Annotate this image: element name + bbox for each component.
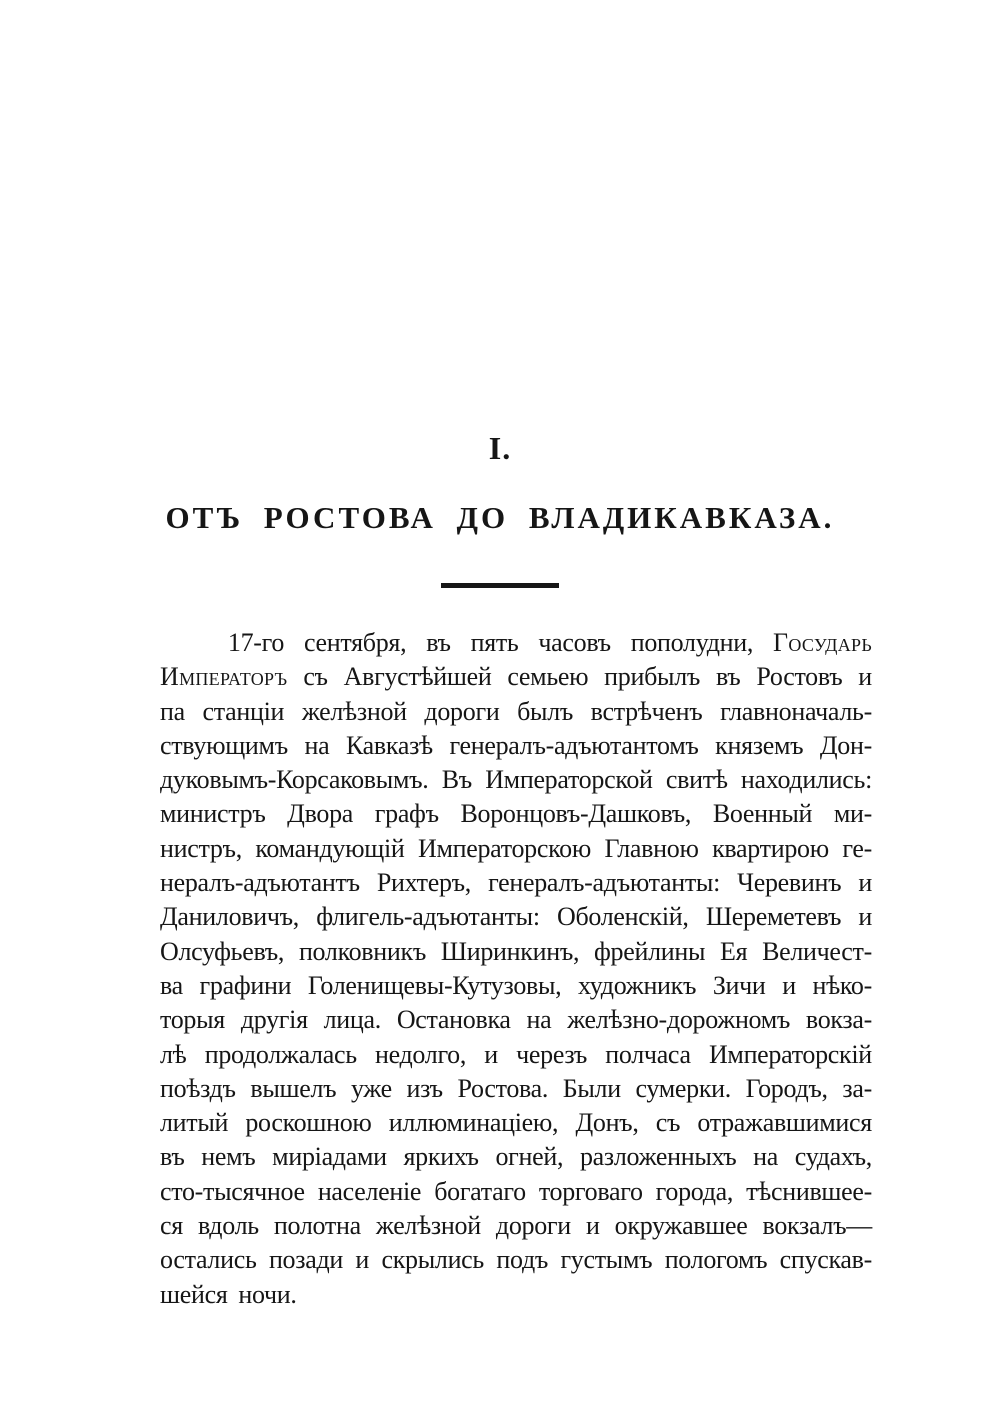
word: министръ bbox=[160, 799, 266, 829]
word: находились: bbox=[740, 765, 872, 795]
word: въ bbox=[426, 628, 451, 657]
word: вокзалъ— bbox=[762, 1211, 872, 1241]
word: Императорской bbox=[485, 765, 653, 795]
text-line bbox=[160, 1040, 872, 1074]
word: нералъ-адъютантъ bbox=[160, 868, 360, 898]
word: былъ bbox=[517, 696, 574, 726]
word: тѣснившее- bbox=[746, 1176, 872, 1206]
text-line bbox=[160, 834, 872, 868]
word: свитѣ bbox=[665, 765, 728, 795]
word: ночи. bbox=[238, 1279, 297, 1309]
word: ге- bbox=[842, 833, 872, 863]
text-line bbox=[160, 765, 872, 799]
word: прибылъ bbox=[604, 662, 701, 692]
word: и bbox=[782, 970, 796, 1000]
word: семьею bbox=[507, 662, 589, 692]
word: торговаго bbox=[538, 1176, 643, 1206]
word: Дон- bbox=[819, 730, 872, 760]
section-divider-rule bbox=[441, 583, 559, 588]
word: лѣ bbox=[160, 1039, 187, 1069]
word: Остановка bbox=[396, 1005, 511, 1035]
word: изъ bbox=[406, 1073, 443, 1103]
word: на bbox=[753, 1142, 779, 1172]
word: миріадами bbox=[272, 1142, 387, 1172]
word: Даниловичъ, bbox=[160, 902, 299, 932]
word: Ея bbox=[720, 936, 748, 966]
word: ствующимъ bbox=[160, 730, 288, 760]
text-line bbox=[160, 937, 872, 971]
word: города, bbox=[655, 1176, 734, 1206]
chapter-number: I. bbox=[488, 430, 512, 466]
word: подъ bbox=[496, 1245, 549, 1275]
word: иллюминаціею, bbox=[388, 1108, 559, 1138]
word: вдоль bbox=[197, 1211, 259, 1241]
word: графъ bbox=[374, 799, 439, 829]
word: Олсуфьевъ, bbox=[160, 936, 285, 966]
word: графини bbox=[199, 970, 292, 1000]
word: остались bbox=[160, 1245, 257, 1275]
word: отражавшимися bbox=[697, 1108, 872, 1138]
word: немъ bbox=[201, 1142, 256, 1172]
word: дороги bbox=[495, 1211, 571, 1241]
word: вышелъ bbox=[250, 1073, 337, 1103]
word: Ростовъ bbox=[756, 662, 843, 692]
text-line bbox=[160, 868, 872, 902]
word: густымъ bbox=[560, 1245, 653, 1275]
word: Городъ, bbox=[745, 1073, 828, 1103]
word: другія bbox=[240, 1005, 308, 1035]
word: Воронцовъ-Дашковъ, bbox=[460, 799, 692, 829]
word: огней, bbox=[495, 1142, 564, 1172]
text-line bbox=[160, 697, 872, 731]
word: Оболенскій, bbox=[557, 902, 689, 932]
text-line bbox=[160, 1074, 872, 1108]
word: Зичи bbox=[712, 970, 766, 1000]
word: за- bbox=[842, 1073, 872, 1103]
text-line bbox=[160, 1245, 872, 1279]
word: пологомъ bbox=[664, 1245, 768, 1275]
word: на bbox=[526, 1005, 552, 1035]
word: поѣздъ bbox=[160, 1073, 236, 1103]
word: командующій bbox=[255, 833, 405, 863]
text-line bbox=[160, 1177, 872, 1211]
word: и bbox=[355, 1245, 370, 1275]
word: квартирою bbox=[712, 833, 829, 863]
word: лица. bbox=[323, 1005, 381, 1035]
word: черезъ bbox=[516, 1039, 588, 1069]
word: Ростова. bbox=[457, 1073, 549, 1103]
word: Рихтеръ, bbox=[376, 868, 471, 898]
word: дороги bbox=[424, 696, 500, 726]
word: ся bbox=[160, 1211, 183, 1241]
text-line bbox=[160, 902, 872, 936]
word: Военный bbox=[712, 799, 813, 829]
chapter-title: ОТЪ РОСТОВА ДО ВЛАДИКАВКАЗА. bbox=[165, 500, 835, 535]
word: позади bbox=[268, 1245, 344, 1275]
word: Двора bbox=[287, 799, 354, 829]
word: ва bbox=[160, 970, 183, 1000]
word: Кавказѣ bbox=[345, 730, 433, 760]
text-line bbox=[160, 1142, 872, 1176]
word: въ bbox=[160, 1142, 185, 1172]
text-line bbox=[160, 731, 872, 765]
word: литый bbox=[160, 1108, 229, 1138]
word: Донъ, bbox=[575, 1108, 639, 1138]
word: Черевинъ bbox=[737, 868, 842, 898]
word: съ bbox=[655, 1108, 681, 1138]
word: генералъ-адъютанты: bbox=[488, 868, 721, 898]
word: Шереметевъ bbox=[705, 902, 842, 932]
text-line bbox=[160, 1211, 872, 1245]
word: продолжалась bbox=[204, 1039, 357, 1069]
word: спускав- bbox=[779, 1245, 872, 1275]
word: Въ bbox=[441, 765, 472, 795]
word: дуковымъ-Корсаковымъ. bbox=[160, 765, 429, 795]
text-line bbox=[160, 662, 872, 696]
word: сумерки. bbox=[635, 1073, 731, 1103]
word: и bbox=[858, 662, 872, 692]
word: полотна bbox=[273, 1211, 361, 1241]
word: Голенищевы-Кутузовы, bbox=[307, 970, 562, 1000]
word: торыя bbox=[160, 1005, 225, 1035]
word: полчаса bbox=[605, 1039, 691, 1069]
word: вокза- bbox=[805, 1005, 872, 1035]
word: 17-го bbox=[227, 628, 285, 657]
word: нѣко- bbox=[812, 970, 872, 1000]
text-line bbox=[160, 971, 872, 1005]
word: встрѣченъ bbox=[590, 696, 703, 726]
word: Императорскою bbox=[418, 833, 591, 863]
word: Августѣйшей bbox=[343, 662, 492, 692]
word: сентября, bbox=[304, 628, 407, 657]
word: на bbox=[304, 730, 330, 760]
word: сто-тысячное bbox=[160, 1176, 305, 1206]
word: Были bbox=[562, 1073, 621, 1103]
word: желѣзной bbox=[301, 696, 407, 726]
word: недолго, bbox=[374, 1039, 467, 1069]
word: Величест- bbox=[762, 936, 872, 966]
word: скрылись bbox=[381, 1245, 484, 1275]
word: па bbox=[160, 696, 185, 726]
word: въ bbox=[715, 662, 741, 692]
word: ми- bbox=[833, 799, 872, 829]
word: богатаго bbox=[434, 1176, 526, 1206]
word: пополудни, bbox=[630, 628, 754, 657]
word: окружавшее bbox=[614, 1211, 748, 1241]
word: нистръ, bbox=[160, 833, 242, 863]
word: Императорскій bbox=[708, 1039, 872, 1069]
word: и bbox=[858, 902, 872, 932]
word: пять bbox=[470, 628, 519, 657]
word: населеніе bbox=[317, 1176, 422, 1206]
word: Главною bbox=[604, 833, 699, 863]
word: судахъ, bbox=[794, 1142, 872, 1172]
word: и bbox=[858, 868, 872, 898]
word: съ bbox=[303, 662, 328, 692]
text-line bbox=[160, 628, 872, 662]
word: разложенныхъ bbox=[579, 1142, 737, 1172]
word: полковникъ bbox=[298, 936, 426, 966]
word: станціи bbox=[202, 696, 285, 726]
text-line bbox=[160, 1005, 872, 1039]
word: фрейлины bbox=[594, 936, 706, 966]
word: шейся bbox=[160, 1279, 228, 1309]
smallcaps-word: Императоръ bbox=[160, 662, 288, 692]
body-paragraph bbox=[160, 628, 872, 1314]
word: Ширинкинъ, bbox=[440, 936, 580, 966]
word: генералъ-адъютантомъ bbox=[449, 730, 699, 760]
word: и bbox=[484, 1039, 498, 1069]
text-line bbox=[160, 1280, 872, 1314]
word: желѣзной bbox=[375, 1211, 481, 1241]
word: желѣзно-дорожномъ bbox=[567, 1005, 791, 1035]
word: часовъ bbox=[538, 628, 611, 657]
word: уже bbox=[350, 1073, 392, 1103]
text-line bbox=[160, 799, 872, 833]
text-line bbox=[160, 1108, 872, 1142]
word: княземъ bbox=[715, 730, 804, 760]
word: и bbox=[585, 1211, 600, 1241]
word: художникъ bbox=[578, 970, 697, 1000]
word: флигель-адъютанты: bbox=[316, 902, 540, 932]
word: главноначаль- bbox=[720, 696, 872, 726]
word: роскошною bbox=[245, 1108, 372, 1138]
smallcaps-word: Государь bbox=[773, 628, 872, 657]
word: яркихъ bbox=[403, 1142, 479, 1172]
